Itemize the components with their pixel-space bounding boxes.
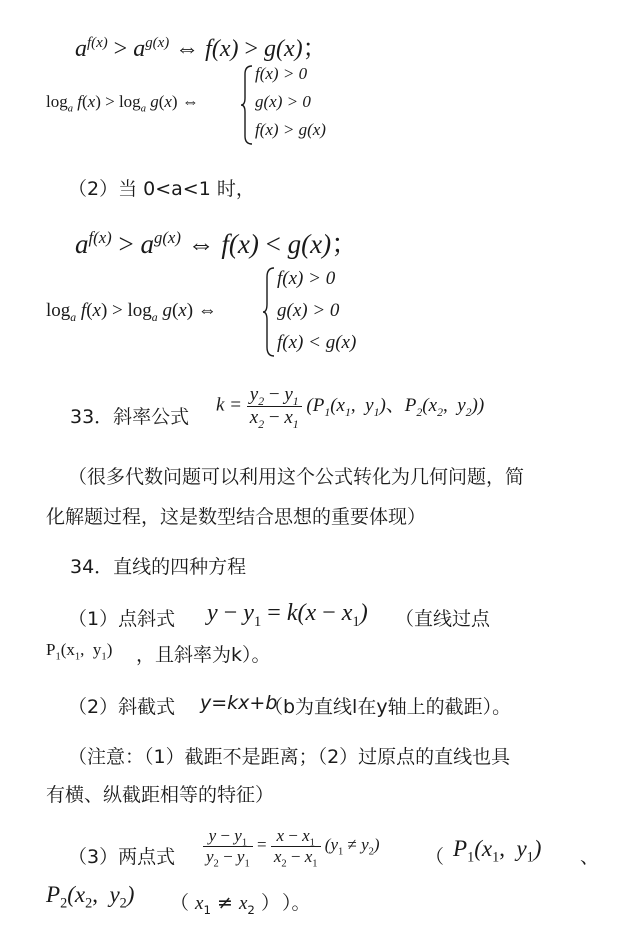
two-point-fraction-y: $\frac{y - y_1}{y_2 - y_1}$	[203, 826, 253, 866]
condition-2a: f(x) > 0	[277, 268, 336, 289]
case2-label: （2）当 0<a<1 时，	[68, 178, 255, 200]
slope-intercept-desc: （b为直线l在y轴上的截距）。	[264, 696, 512, 718]
log-inequality-1: $\log_a f(x) > \log_a g(x)$ ⇔	[46, 92, 199, 115]
item33-title: 33．斜率公式	[70, 406, 190, 428]
log-inequality-2: $\log_a f(x) > \log_a g(x)$ ⇔	[46, 300, 217, 324]
condition-1b: g(x) > 0	[255, 92, 311, 111]
slope-fraction: $\frac{y_2 - y_1}{x_2 - x_1}$	[247, 384, 302, 429]
point-slope-formula: $y - y_1 = k(x - x_1)$	[207, 600, 368, 630]
inequality-exp-2: $a^{f(x)} > a^{g(x)}$ ⇔ f(x) < g(x)；	[75, 228, 359, 259]
note33-line1: （很多代数问题可以利用这个公式转化为几何问题，简	[68, 466, 525, 488]
point-slope-label: （1）点斜式	[68, 608, 176, 630]
slope-intercept-formula: y=kx+b	[200, 692, 278, 714]
two-point-p2: $P_2(x_2$, $y_2$)	[46, 882, 135, 912]
condition-2b: g(x) > 0	[277, 300, 340, 321]
two-point-cond2: （ $x_1 \ne x_2$ ）	[170, 892, 280, 917]
note34-line1: （注意：（1）截距不是距离；（2）过原点的直线也具	[68, 746, 511, 768]
condition-2c: f(x) < g(x)	[277, 332, 357, 353]
two-point-label: （3）两点式	[68, 846, 176, 868]
two-point-open: （	[425, 846, 445, 868]
note34-line2: 有横、纵截距相等的特征）	[46, 784, 275, 806]
point-slope-rest: ，且斜率为k）。	[136, 644, 271, 666]
slope-formula: k = $\frac{y_2 - y_1}{x_2 - x_1}$ ($P_1(x_1$, $y_1$)、$P_2(x_2$, $y_2$))	[216, 384, 485, 431]
left-brace-2	[262, 266, 276, 358]
note33-line2: 化解题过程，这是数型结合思想的重要体现）	[46, 506, 427, 528]
condition-1c: f(x) > g(x)	[255, 120, 326, 139]
point-slope-desc: （直线过点	[395, 608, 491, 630]
item34-title: 34．直线的四种方程	[70, 556, 247, 578]
two-point-formula: $\frac{y - y_1}{y_2 - y_1}$ = $\frac{x - x_1}{x_2 - x_1}$ $(y_1 \ne y_2)$	[203, 826, 380, 866]
two-point-sep: 、	[580, 846, 600, 868]
two-point-close: ）。	[282, 892, 311, 914]
two-point-fraction-x: $\frac{x - x_1}{x_2 - x_1}$	[271, 826, 321, 866]
point-slope-point: $P_1(x_1$, $y_1$)	[46, 640, 113, 663]
iff-symbol: ⇔	[175, 36, 200, 62]
inequality-exp-1: $a^{f(x)} > a^{g(x)}$ ⇔ f(x) > g(x)；	[75, 35, 327, 62]
condition-1a: f(x) > 0	[255, 64, 308, 83]
two-point-p1: $P_1(x_1$, $y_1$)	[453, 836, 542, 866]
iff-symbol-2: ⇔	[187, 229, 215, 259]
slope-intercept-label: （2）斜截式	[68, 696, 176, 718]
left-brace-1	[240, 64, 254, 146]
